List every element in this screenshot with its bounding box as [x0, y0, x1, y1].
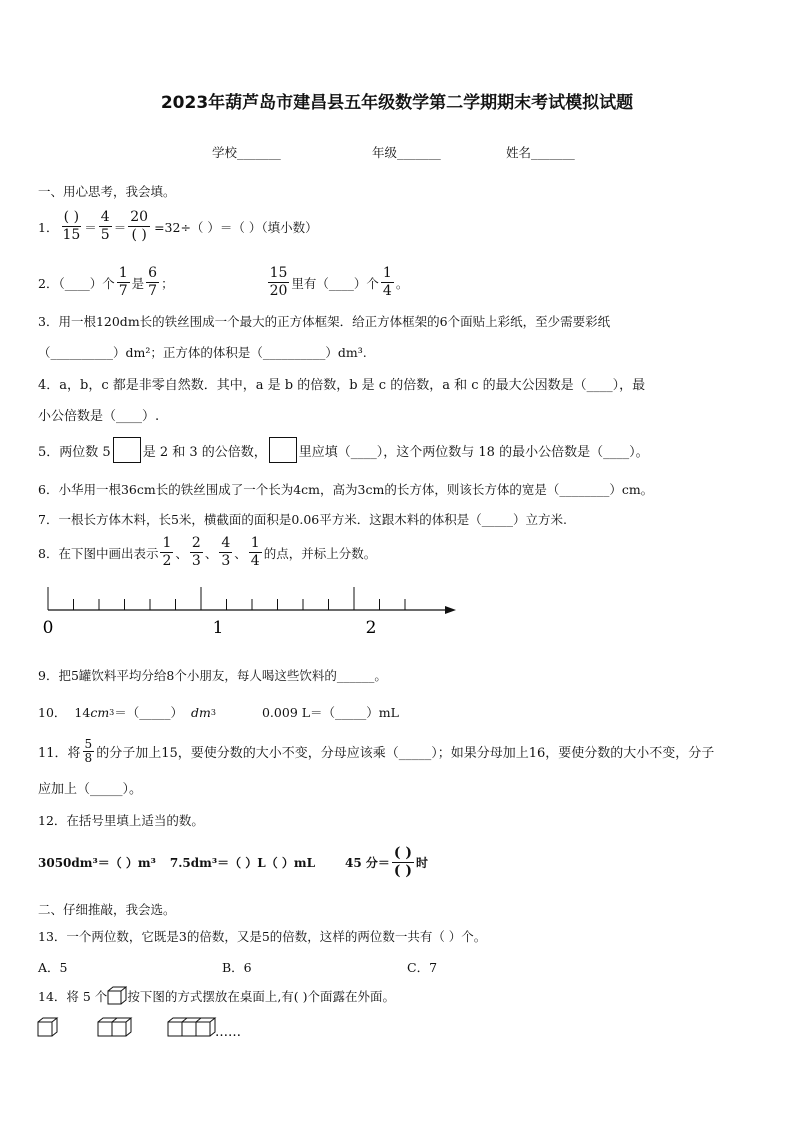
question-5	[38, 437, 649, 463]
q2-text: 里有（____）个	[291, 275, 379, 291]
question-1	[38, 209, 318, 244]
unit-dm: dm	[191, 704, 211, 720]
q12-item: 时	[416, 856, 429, 870]
one-cube-figure	[38, 1018, 57, 1036]
question-11-line-1	[38, 738, 714, 765]
question-14	[38, 986, 395, 1006]
q2-text: 2．（____）个	[38, 275, 115, 291]
section-1-heading: 一、用心思考，我会填。	[38, 184, 176, 199]
question-6: 6．小华用一根36cm长的铁丝围成了一个长为4cm，高为3cm的长方体，则该长方体的宽是（________）cm。	[38, 482, 654, 497]
question-4-line-2: 小公倍数是（____）.	[38, 409, 160, 424]
fraction: $\frac{2}{3}$	[191, 535, 201, 569]
tick-label-1: 1	[212, 618, 224, 638]
q2-text: ；	[161, 275, 174, 291]
fraction: $\frac{5}{8}$	[84, 737, 93, 765]
q10-text: 0.009 L＝（_____）mL	[261, 705, 399, 720]
exponent: 3	[109, 707, 115, 717]
question-3-line-2: （__________）dm²；正方体的体积是（__________）dm³.	[38, 345, 367, 360]
fraction: $\frac{( )}{( )}$	[393, 845, 413, 879]
question-10	[38, 703, 399, 721]
option-b: B．6	[222, 960, 252, 975]
q8-text: 的点，并标上分数。	[263, 545, 377, 561]
tick-label-2: 2	[365, 618, 377, 638]
fraction: $\frac{15}{20}$	[269, 265, 288, 299]
equals-sign: ＝	[113, 219, 127, 235]
separator: 、	[204, 545, 218, 561]
fraction: $\frac{1}{7}$	[118, 265, 128, 299]
q5-text: 是 2 和 3 的公倍数，	[142, 444, 267, 460]
q5-text: 里应填（____），这个两位数与 18 的最小公倍数是（____）。	[298, 444, 649, 460]
option-a: A．5	[38, 960, 68, 975]
three-cubes-figure	[168, 1018, 215, 1036]
fraction: $\frac{4}{5}$	[100, 209, 110, 243]
fraction: $\frac{1}{2}$	[162, 535, 172, 569]
ellipsis: ……	[215, 1025, 241, 1040]
blank-box	[113, 437, 141, 463]
question-7: 7．一根长方体木料，长5米，横截面的面积是0.06平方米．这跟木料的体积是（_____）立方米.	[38, 512, 567, 527]
blank-box	[269, 437, 297, 463]
cube-icon	[107, 986, 127, 1006]
tick-label-0: 0	[42, 618, 54, 638]
q12-item: 7.5dm³＝（ ）L（ ）mL	[169, 856, 316, 870]
q2-text: 。	[395, 275, 409, 291]
equals-sign: ＝	[84, 219, 97, 235]
question-12-items	[38, 845, 428, 880]
question-11-line-2: 应加上（_____）。	[38, 782, 143, 797]
question-13: 13．一个两位数，它既是3的倍数，又是5的倍数，这样的两位数一共有（ ）个。	[38, 929, 487, 944]
number-line-arrow	[445, 606, 456, 614]
fraction: $\frac{20}{( )}$	[130, 209, 149, 243]
q11-text: 的分子加上15，要使分数的大小不变，分母应该乘（_____）；如果分母加上16，要使分数的大小不变，分子	[96, 746, 715, 761]
number-line-ticks	[48, 587, 405, 610]
q1-tail: =32÷（ ）＝（ ）（填小数）	[154, 219, 318, 235]
q5-text: 5．两位数 5	[38, 444, 111, 460]
separator: 、	[175, 545, 188, 561]
two-cubes-figure	[98, 1018, 131, 1036]
q2-text: 是	[131, 275, 145, 291]
number-line	[40, 585, 470, 640]
option-c: C．7	[407, 960, 438, 975]
name-field: 姓名_______	[506, 145, 575, 160]
fraction: $\frac{6}{7}$	[148, 265, 158, 299]
q10-text: ＝（_____）	[114, 705, 184, 720]
grade-field: 年级_______	[372, 145, 441, 160]
q8-text: 8．在下图中画出表示	[38, 545, 159, 561]
q14-text: 按下图的方式摆放在桌面上,有( )个面露在外面。	[127, 989, 396, 1004]
unit-cm: cm	[90, 704, 110, 720]
question-3-line-1: 3．用一根120dm长的铁丝围成一个最大的正方体框架．给正方体框架的6个面贴上彩纸，至少需要彩纸	[38, 314, 611, 329]
q11-text: 11．将	[38, 746, 81, 761]
fraction: $\frac{4}{3}$	[221, 535, 231, 569]
fraction: $\frac{( )}{15}$	[62, 209, 81, 243]
q12-item: 45 分＝	[345, 856, 390, 870]
q10-text: 10．	[38, 705, 67, 720]
exponent: 3	[210, 707, 216, 717]
cube-arrangement-figure	[36, 1016, 266, 1040]
page-title: 2023年葫芦岛市建昌县五年级数学第二学期期末考试模拟试题	[160, 93, 634, 113]
question-12: 12．在括号里填上适当的数。	[38, 813, 204, 828]
q14-text: 14．将 5 个	[38, 989, 108, 1004]
fraction: $\frac{1}{4}$	[382, 265, 392, 299]
question-8	[38, 535, 376, 570]
question-9: 9．把5罐饮料平均分给8个小朋友，每人喝这些饮料的______。	[38, 668, 387, 683]
q1-number: 1．	[38, 219, 59, 235]
section-2-heading: 二、仔细推敲，我会选。	[38, 902, 176, 917]
school-field: 学校_______	[212, 145, 281, 160]
q12-item: 3050dm³＝（ ）m³	[38, 856, 156, 870]
fraction: $\frac{1}{4}$	[250, 535, 260, 569]
question-4-line-1: 4．a，b，c 都是非零自然数．其中，a 是 b 的倍数，b 是 c 的倍数，a 和 c 的最大公因数是（____），最	[38, 378, 646, 393]
separator: 、	[234, 545, 247, 561]
q10-text: 14	[74, 704, 91, 720]
question-2	[38, 265, 408, 300]
